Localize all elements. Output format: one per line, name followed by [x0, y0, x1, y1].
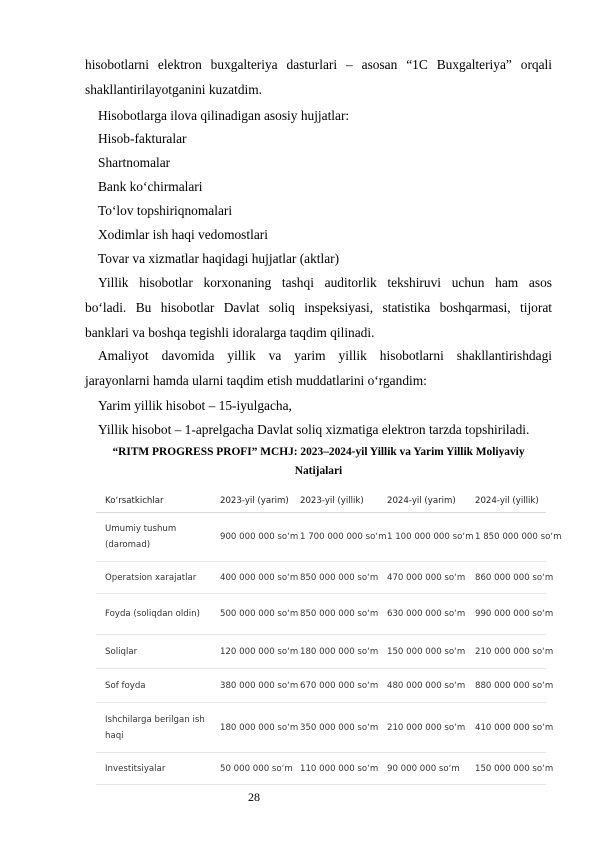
- table-cell: 180 000 000 so‘m: [291, 635, 378, 669]
- table-row: [96, 594, 546, 635]
- paragraph-line: Amaliyot davomida yillik va yarim yillik hisobotlarni shakllantirishdagi: [98, 348, 552, 363]
- table-cell: 120 000 000 so‘m: [211, 635, 291, 669]
- paragraph-attached-documents: Hisobotlarga ilova qilinadigan asosiy hujjatlar:: [98, 108, 350, 123]
- table-cell: 90 000 000 so‘m: [378, 753, 466, 785]
- list-item: Hisob-fakturalar: [98, 131, 187, 146]
- paragraph-deadline-half-year: Yarim yillik hisobot – 15-iyulgacha,: [98, 398, 292, 413]
- paragraph-deadline-annual: Yillik hisobot – 1-aprelgacha Davlat soliq xizmatiga elektron tarzda topshiriladi.: [98, 422, 530, 437]
- table-cell-label: Investitsiyalar: [96, 753, 211, 785]
- paragraph-line: jarayonlarni hamda ularni taqdim etish muddatlarini o‘rgandim:: [85, 373, 427, 388]
- table-cell: 400 000 000 so‘m: [211, 562, 291, 594]
- table-cell: 50 000 000 so‘m: [211, 753, 291, 785]
- table-row: [96, 513, 546, 562]
- table-cell-label: Soliqlar: [96, 635, 211, 669]
- table-cell: 850 000 000 so‘m: [291, 594, 378, 635]
- table-cell: 670 000 000 so‘m: [291, 669, 378, 703]
- paragraph-line: Yillik hisobotlar korxonaning tashqi auditorlik tekshiruvi uchun ham asos: [98, 275, 552, 290]
- table-cell: 630 000 000 so‘m: [378, 594, 466, 635]
- table-caption: “RITM PROGRESS PROFI” MCHJ: 2023–2024-yil Yillik va Yarim Yillik Moliyaviy: [112, 446, 525, 458]
- paragraph-line: bo‘ladi. Bu hisobotlar Davlat soliq inspeksiyasi, statistika boshqarmasi, tijorat: [85, 300, 552, 315]
- table-cell: 380 000 000 so‘m: [211, 669, 291, 703]
- paragraph-line: hisobotlarni elektron buxgalteriya dasturlari – asosan “1C Buxgalteriya” orqali: [85, 57, 552, 72]
- table-cell: 180 000 000 so‘m: [211, 703, 291, 753]
- table-header-row: [96, 490, 546, 513]
- paragraph-line: shakllantirilayotganini kuzatdim.: [85, 82, 263, 97]
- table-cell: 860 000 000 so‘m: [466, 562, 546, 594]
- table-cell: 210 000 000 so‘m: [378, 703, 466, 753]
- table-cell: 110 000 000 so‘m: [291, 753, 378, 785]
- column-header: 2024-yil (yarim): [378, 490, 466, 513]
- table-cell: 1 850 000 000 so‘m: [466, 513, 546, 562]
- table-row: [96, 703, 546, 753]
- column-header: 2023-yil (yillik): [291, 490, 378, 513]
- table-cell: 150 000 000 so‘m: [466, 753, 546, 785]
- table-row: [96, 562, 546, 594]
- table-cell: 990 000 000 so‘m: [466, 594, 546, 635]
- table-cell: 880 000 000 so‘m: [466, 669, 546, 703]
- table-cell-label: Ishchilarga berilgan ish haqi: [96, 703, 211, 753]
- table-cell: 350 000 000 so‘m: [291, 703, 378, 753]
- page-number: 28: [248, 790, 260, 804]
- table-cell: 480 000 000 so‘m: [378, 669, 466, 703]
- column-header: 2023-yil (yarim): [211, 490, 291, 513]
- table-cell: 210 000 000 so‘m: [466, 635, 546, 669]
- column-header: 2024-yil (yillik): [466, 490, 546, 513]
- list-item: Tovar va xizmatlar haqidagi hujjatlar (aktlar): [98, 251, 340, 266]
- table-cell-label: Umumiy tushum (daromad): [96, 513, 211, 562]
- table-cell: 1 100 000 000 so‘m: [378, 513, 466, 562]
- table-row: [96, 753, 546, 785]
- table-caption: Natijalari: [294, 465, 343, 477]
- table-cell: 1 700 000 000 so‘m: [291, 513, 378, 562]
- table-cell: 150 000 000 so‘m: [378, 635, 466, 669]
- table-cell: 470 000 000 so‘m: [378, 562, 466, 594]
- table-cell: 900 000 000 so‘m: [211, 513, 291, 562]
- table-cell-label: Sof foyda: [96, 669, 211, 703]
- list-item: Shartnomalar: [98, 155, 171, 170]
- paragraph-line: banklari va boshqa tegishli idoralarga taqdim qilinadi.: [85, 325, 375, 340]
- list-item: Bank ko‘chirmalari: [98, 179, 203, 194]
- table-cell-label: Foyda (soliqdan oldin): [96, 594, 211, 635]
- financial-results-table-wrap: [96, 490, 562, 775]
- table-cell: 410 000 000 so‘m: [466, 703, 546, 753]
- table-cell: 850 000 000 so‘m: [291, 562, 378, 594]
- table-row: [96, 669, 546, 703]
- table-cell: 500 000 000 so‘m: [211, 594, 291, 635]
- column-header: Ko‘rsatkichlar: [96, 490, 211, 513]
- table-row: [96, 635, 546, 669]
- table-cell-label: Operatsion xarajatlar: [96, 562, 211, 594]
- list-item: To‘lov topshiriqnomalari: [98, 203, 233, 218]
- financial-results-table: [96, 490, 562, 785]
- list-item: Xodimlar ish haqi vedomostlari: [98, 227, 268, 242]
